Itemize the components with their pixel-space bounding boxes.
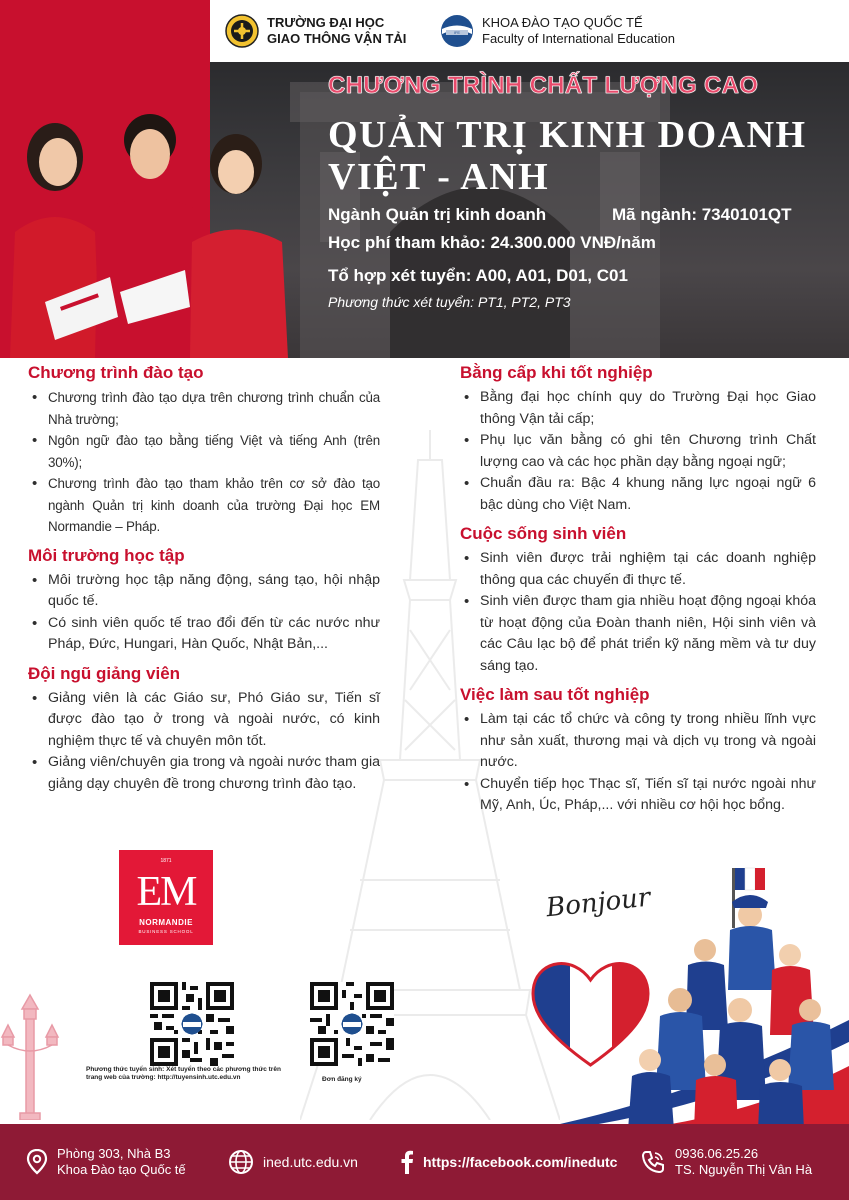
footer-website[interactable] [228,1124,358,1200]
program-title [328,114,828,198]
list-item: • Giảng viên/chuyên gia trong và ngoài nước tham gia giảng dạy chuyên đề trong chương trình đào tạo. [28,752,380,795]
ife-line1: KHOA ĐÀO TẠO QUỐC TẾ [482,15,643,30]
list-item: • Ngôn ngữ đào tạo bằng tiếng Việt và tiếng Anh (trên 30%); [28,430,380,473]
contact-text [675,1146,812,1178]
major-code: Mã ngành: 7340101QT [612,205,792,224]
globe-icon [228,1149,254,1175]
facebook-icon [400,1150,414,1174]
footer-facebook[interactable] [400,1124,617,1200]
address-line2: Khoa Đào tạo Quốc tế [57,1162,186,1177]
right-column [460,362,816,824]
em-normandie-logo[interactable] [119,850,213,945]
footer-address [26,1124,186,1200]
list-item: • Sinh viên được trải nghiệm tại các doanh nghiệp thông qua các chuyến đi thực tế. [460,548,816,591]
ife-name [482,15,675,47]
street-lamp-icon [0,985,60,1120]
list-item: • Môi trường học tập năng động, sáng tạo, hội nhập quốc tế. [28,570,380,613]
footer-bar [0,1124,849,1200]
qr-code-registration[interactable] [310,982,394,1066]
tuition: Học phí tham khảo: 24.300.000 VNĐ/năm [328,233,656,252]
ife-line2: Faculty of International Education [482,31,675,46]
list-item: • Làm tại các tổ chức và công ty trong nhiều lĩnh vực như sản xuất, thương mại và dịch vụ trong và ngoài nước. [460,709,816,774]
phone-number[interactable]: 0936.06.25.26 [675,1146,759,1161]
program-title-line2: VIỆT - ANH [328,156,550,198]
contact-person: TS. Nguyễn Thị Vân Hà [675,1162,813,1177]
em-mark: EM [136,869,196,915]
utc-name [267,15,406,47]
fans-illustration-icon [620,860,849,1130]
list-item: • Có sinh viên quốc tế trao đổi đến từ các nước như Pháp, Đức, Hungari, Hàn Quốc, Nhật Bản,... [28,613,380,656]
section-title-degree: Bằng cấp khi tốt nghiệp [460,363,653,382]
section-title-careers: Việc làm sau tốt nghiệp [460,685,650,704]
list-item: • Chuyển tiếp học Thạc sĩ, Tiến sĩ tại nước ngoài như Mỹ, Anh, Úc, Pháp,... với nhiều cơ hội học bổng. [460,774,816,817]
section-title-student-life: Cuộc sống sinh viên [460,524,627,543]
footer-contact[interactable] [640,1124,812,1200]
program-title-line1: QUẢN TRỊ KINH DOANH [328,114,807,156]
admission-combos: Tổ hợp xét tuyển: A00, A01, D01, C01 [328,266,628,285]
utc-line2: GIAO THÔNG VẬN TẢI [267,31,407,46]
location-icon [26,1149,48,1175]
section-title-program: Chương trình đào tạo [28,363,204,382]
address-text [57,1146,186,1178]
left-column [28,362,380,802]
list-item: • Phụ lục văn bằng có ghi tên Chương trình Chất lượng cao và các học phần dạy bằng ngoại ngữ; [460,430,816,473]
facebook-link[interactable]: https://facebook.com/inedutc [423,1154,618,1170]
careers-list [460,709,816,817]
qr-caption-admission: Phương thức tuyển sinh: Xét tuyển theo các phương thức trên trang web của trường: http://tuyensinh.utc.edu.vn [86,1066,281,1081]
em-name: NORMANDIE [139,918,193,927]
degree-list [460,387,816,516]
program-kicker: CHƯƠNG TRÌNH CHẤT LƯỢNG CAO [328,72,759,99]
address-line1: Phòng 303, Nhà B3 [57,1146,171,1161]
section-title-faculty: Đội ngũ giảng viên [28,663,181,683]
admission-methods: Phương thức xét tuyển: PT1, PT2, PT3 [328,294,571,310]
program-list [28,387,380,538]
utc-emblem-icon [225,14,259,48]
faculty-list [28,688,380,796]
section-title-environment: Môi trường học tập [28,545,185,565]
major-name: Ngành Quản trị kinh doanh [328,205,547,224]
em-subtitle: BUSINESS SCHOOL [138,929,194,934]
bonjour-script: Bonjour [544,882,652,924]
utc-line1: TRƯỜNG ĐẠI HỌC [267,15,385,30]
qr-code-tuyensinh[interactable] [150,982,234,1066]
list-item: • Chuẩn đầu ra: Bậc 4 khung năng lực ngoại ngữ 6 bậc dùng cho Việt Nam. [460,473,816,516]
qr-caption-registration: Đơn đăng ký [322,1076,362,1083]
student-life-list [460,548,816,677]
list-item: • Sinh viên được tham gia nhiều hoạt động ngoại khóa từ hoạt động của Đoàn thanh niên, Hội sinh viên và các Câu lạc bộ để phát triển kỹ năng mềm và tư duy sáng tạo. [460,591,816,677]
em-year: 1871 [160,858,172,864]
environment-list [28,570,380,656]
hero-banner [0,62,849,358]
list-item: • Chương trình đào tạo dựa trên chương trình chuẩn của Nhà trường; [28,387,380,430]
list-item: • Giảng viên là các Giáo sư, Phó Giáo sư, Tiến sĩ được đào tạo ở trong và ngoài nước, có kinh nghiệm thực tế và chuyên môn tốt. [28,688,380,753]
phone-icon [640,1149,666,1175]
svg-text:IFE: IFE [453,30,461,35]
list-item: • Chương trình đào tạo tham khảo trên cơ sở đào tạo ngành Quản trị kinh doanh của trường Đại học EM Normandie – Pháp. [28,473,380,538]
website-link[interactable]: ined.utc.edu.vn [263,1154,358,1170]
students-photo-icon [0,102,300,358]
utc-logo-group[interactable] [225,14,406,48]
ife-logo-group[interactable] [440,14,675,48]
list-item: • Bằng đại học chính quy do Trường Đại học Giao thông Vận tải cấp; [460,387,816,430]
ife-emblem-icon [440,14,474,48]
